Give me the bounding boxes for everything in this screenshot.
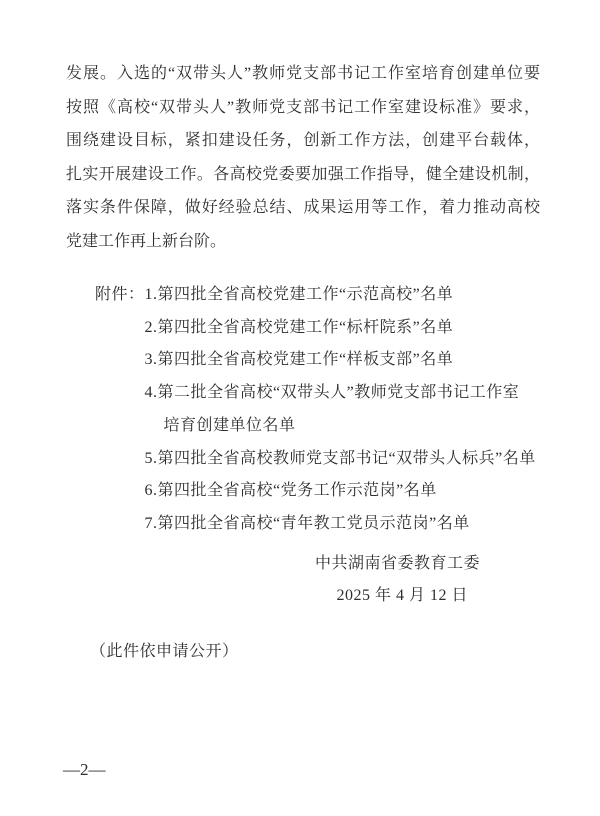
attachment-item: 5.第四批全省高校教师党支部书记“双带头人标兵”名单	[144, 449, 536, 467]
body-line: 落实条件保障，做好经验总结、成果运用等工作，着力推动高校	[66, 199, 540, 216]
attachment-item: 2.第四批全省高校党建工作“标杆院系”名单	[144, 318, 454, 336]
attachment-item: 7.第四批全省高校“青年教工党员示范岗”名单	[144, 514, 470, 532]
attachments-list	[145, 279, 536, 541]
disclosure-note: （此件依申请公开）	[90, 643, 239, 660]
document-date: 2025 年 4 月 12 日	[336, 587, 468, 604]
attachment-item: 1.第四批全省高校党建工作“示范高校”名单	[144, 286, 454, 303]
attachment-item: 6.第四批全省高校“党务工作示范岗”名单	[144, 482, 437, 500]
body-line: 围绕建设目标，紧扣建设任务，创新工作方法，创建平台载体，	[66, 132, 540, 149]
page-number: —2—	[63, 760, 106, 779]
issuer-signature: 中共湖南省委教育工委	[314, 555, 480, 572]
attachment-item: 3.第四批全省高校党建工作“样板支部”名单	[144, 351, 454, 369]
body-line: 扎实开展建设工作。各高校党委要加强工作指导，健全建设机制，	[66, 165, 540, 183]
body-line: 党建工作再上新台阶。	[66, 232, 227, 250]
attachment-item-continuation: 培育创建单位名单	[163, 416, 296, 434]
attachment-item: 4.第二批全省高校“双带头人”教师党支部书记工作室	[144, 384, 520, 402]
attachments-block	[95, 279, 536, 541]
body-line: 发展。入选的“双带头人”教师党支部书记工作室培育创建单位要	[66, 65, 540, 82]
body-paragraph	[66, 57, 540, 258]
body-line: 按照《高校“双带头人”教师党支部书记工作室建设标准》要求，	[66, 98, 540, 116]
attachments-label: 附件：	[95, 286, 145, 303]
